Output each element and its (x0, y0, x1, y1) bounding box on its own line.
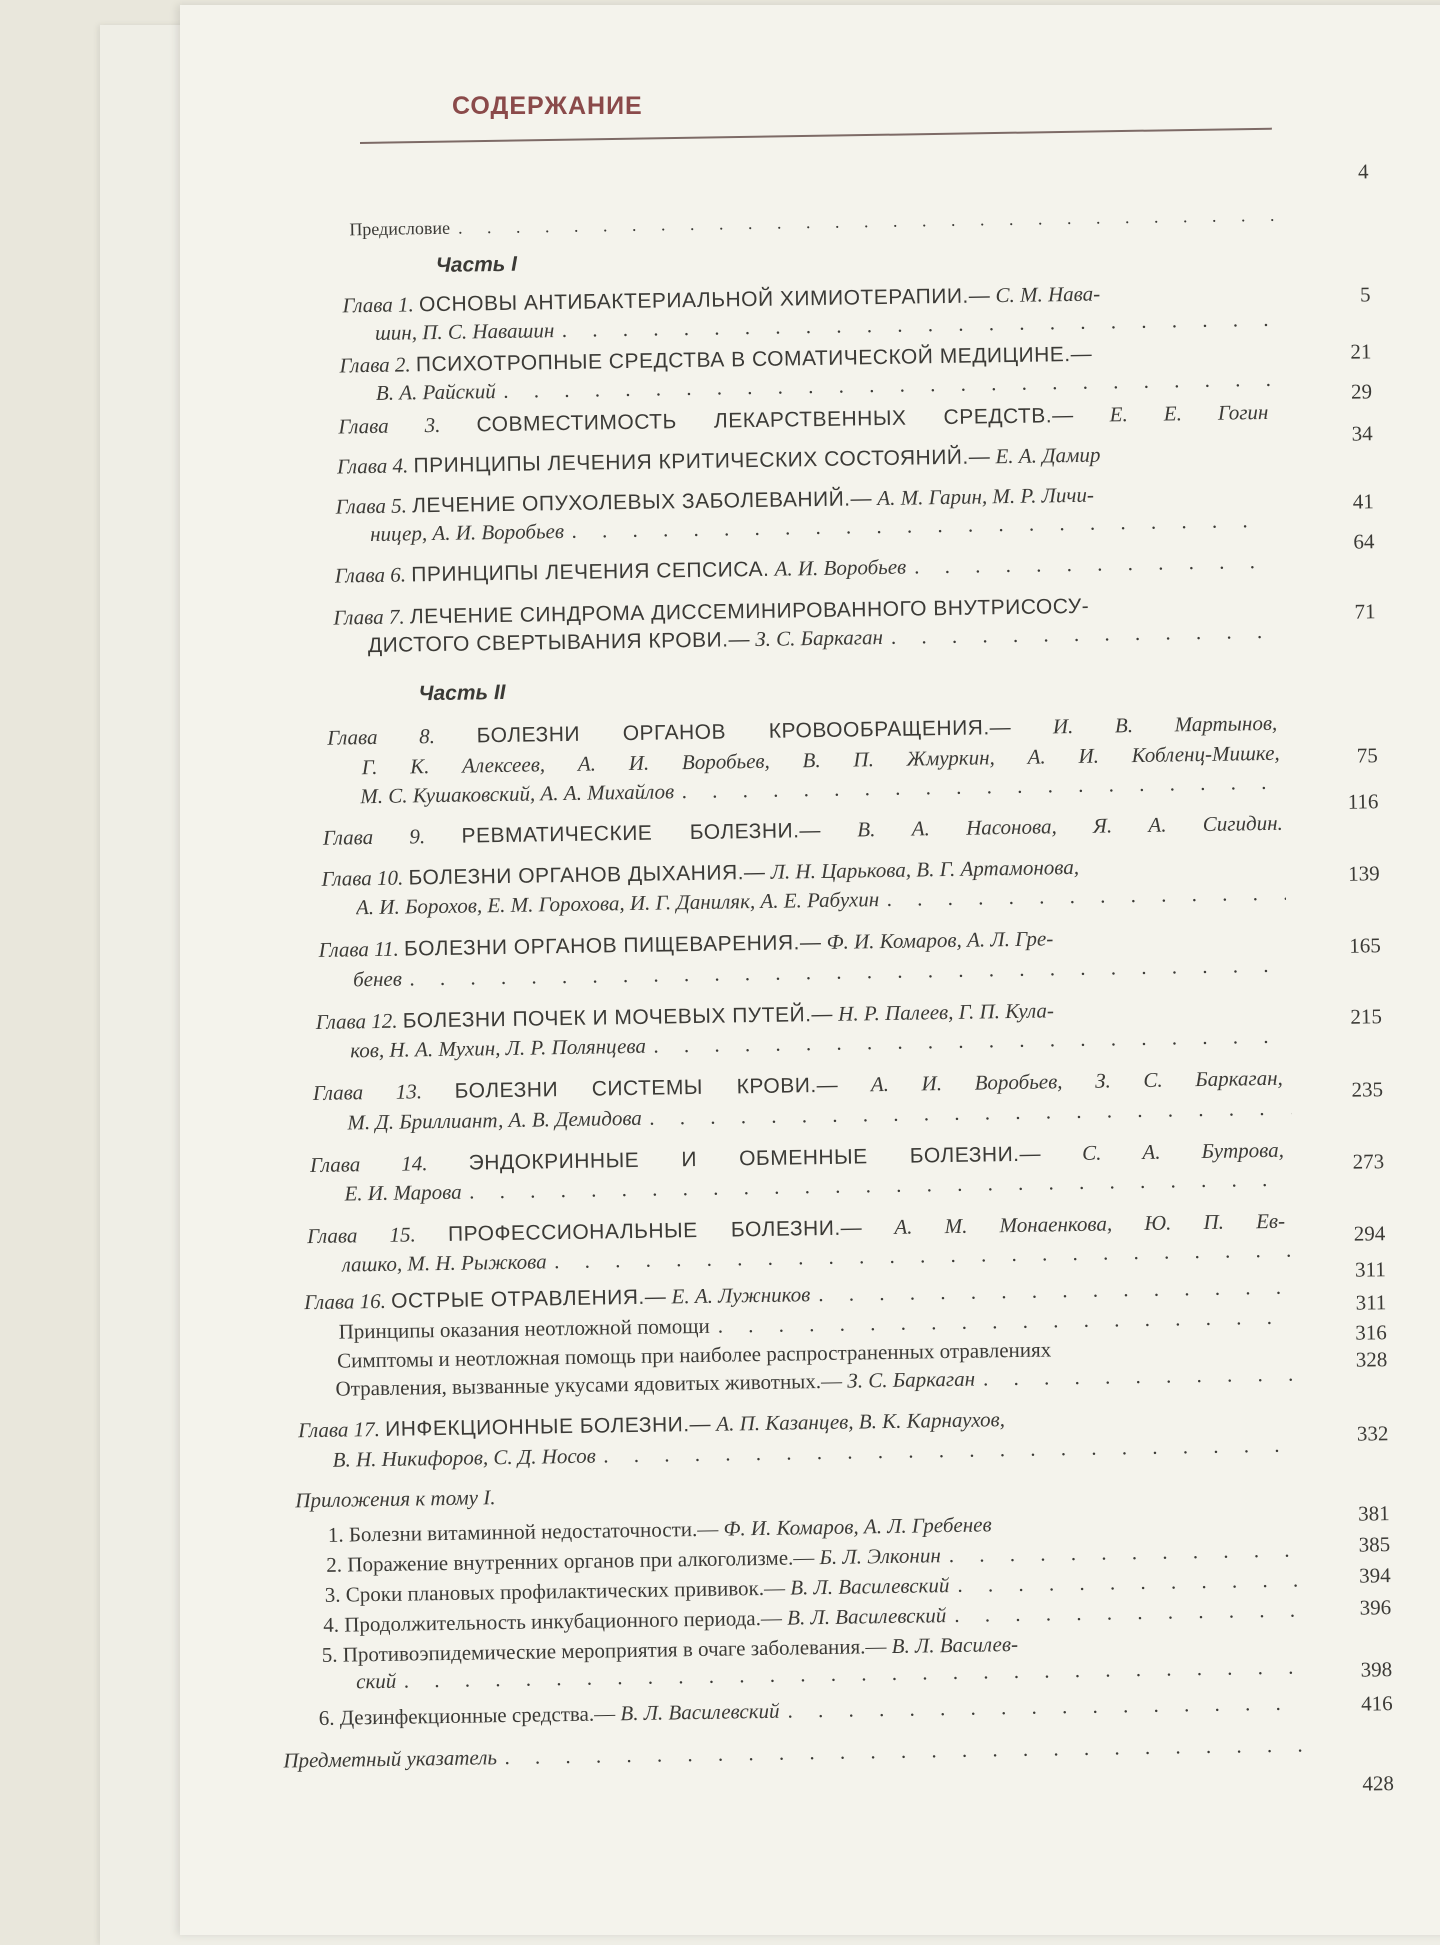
page-number: 41 (1352, 489, 1374, 514)
page-number: 165 (1349, 933, 1381, 958)
toc-entry-authors: ДИСТОГО СВЕРТЫВАНИЯ КРОВИ.— З. С. Баркаган . . . (368, 617, 1278, 660)
appendix-item: 6. Дезинфекционные средства.— В. Л. Василевский . . . (319, 1689, 1301, 1732)
part-one-heading: Часть I (435, 252, 518, 277)
page-number: 316 (1355, 1320, 1387, 1345)
page-number: 215 (1350, 1004, 1383, 1029)
page-number: 398 (1360, 1657, 1393, 1682)
toc-entry-authors: бенев . . . (353, 951, 1287, 994)
toc-entry-authors: В. А. Райский . . . (376, 365, 1276, 407)
page-number: 294 (1353, 1221, 1386, 1246)
toc-entry-authors: В. Н. Никифоров, С. Д. Носов . . . (332, 1431, 1296, 1474)
toc-entry-chapter-1: Глава 1. ОСНОВЫ АНТИБАКТЕРИАЛЬНОЙ ХИМИОТЕРАПИИ.— С. М. Нава- (342, 281, 1101, 318)
toc-entry-authors: Г. К. Алексеев, А. И. Воробьев, В. П. Жмуркин, А. И. Кобленц-Мишке, (361, 740, 1280, 780)
toc-entry-chapter-9: Глава 9. РЕВМАТИЧЕСКИЕ БОЛЕЗНИ.— В. А. Насонова, Я. А. Сигидин. (322, 810, 1283, 850)
toc-entry-authors: лашко, М. Н. Рыжкова . . . (341, 1236, 1293, 1279)
page-number: 21 (1350, 339, 1372, 364)
page-number: 428 (1362, 1771, 1395, 1796)
toc-entry-authors: А. И. Борохов, Е. М. Горохова, И. Г. Даниляк, А. Е. Рабухин . . . (356, 879, 1286, 922)
part-two-heading: Часть II (418, 680, 506, 706)
page-number: 34 (1351, 421, 1373, 446)
page-number: 273 (1352, 1149, 1385, 1174)
appendix-item: 2. Поражение внутренних органов при алкоголизме.— Б. Л. Элконин . . . (326, 1536, 1298, 1579)
page-number: 394 (1358, 1563, 1391, 1588)
page-number: 75 (1356, 743, 1378, 768)
toc-entry-chapter-13: Глава 13. БОЛЕЗНИ СИСТЕМЫ КРОВИ.— А. И. Воробьев, З. С. Баркаган, (312, 1065, 1284, 1105)
toc-entry-chapter-14: Глава 14. ЭНДОКРИННЫЕ И ОБМЕННЫЕ БОЛЕЗНИ.— С. А. Бутрова, (309, 1137, 1285, 1178)
appendix-item: 5. Противоэпидемические мероприятия в очаге заболевания.— В. Л. Василев- (321, 1631, 1019, 1667)
toc-entry-chapter-5: Глава 5. ЛЕЧЕНИЕ ОПУХОЛЕВЫХ ЗАБОЛЕВАНИЙ.— А. М. Гарин, М. Р. Личи- (335, 482, 1095, 519)
page-number: 381 (1357, 1501, 1390, 1526)
page-number: 396 (1359, 1595, 1392, 1620)
page-number: 139 (1347, 861, 1380, 886)
toc-entry-index: Предметный указатель . . . (283, 1731, 1303, 1775)
toc-entry-chapter-7: Глава 7. ЛЕЧЕНИЕ СИНДРОМА ДИССЕМИНИРОВАННОГО ВНУТРИСОСУ- (333, 594, 1090, 630)
toc-entry-chapter-15: Глава 15. ПРОФЕССИОНАЛЬНЫЕ БОЛЕЗНИ.— А. М. Монаенкова, Ю. П. Ев- (306, 1208, 1286, 1249)
toc-entry-authors: шин, П. С. Навашин . . . (375, 305, 1275, 347)
page-number: 29 (1350, 379, 1373, 404)
appendix-item: 3. Сроки плановых профилактических прививок.— В. Л. Василевский . . . (325, 1566, 1299, 1609)
page-number: 332 (1356, 1421, 1389, 1446)
page-number: 311 (1355, 1290, 1387, 1315)
toc-entry-chapter-17: Глава 17. ИНФЕКЦИОННЫЕ БОЛЕЗНИ.— А. П. Казанцев, В. К. Карнаухов, (298, 1407, 1006, 1443)
toc-entry-chapter-3: Глава 3. СОВМЕСТИМОСТЬ ЛЕКАРСТВЕННЫХ СРЕДСТВ.— Е. Е. Гогин (338, 399, 1269, 439)
page-number: 5 (1359, 282, 1371, 307)
appendix-item: 1. Болезни витаминной недостаточности.— Ф. И. Комаров, А. Л. Гребенев (327, 1512, 992, 1547)
page-number: 64 (1353, 529, 1375, 554)
toc-entry-chapter-8: Глава 8. БОЛЕЗНИ ОРГАНОВ КРОВООБРАЩЕНИЯ.— И. В. Мартынов, (327, 710, 1278, 750)
toc-entry-chapter-6: Глава 6. ПРИНЦИПЫ ЛЕЧЕНИЯ СЕПСИСА. А. И. Воробьев . . . (335, 547, 1275, 591)
page-title: СОДЕРЖАНИЕ (452, 92, 643, 120)
toc-entry-authors: ский . . . (356, 1653, 1300, 1696)
appendix-heading: Приложения к тому I. (295, 1485, 496, 1513)
page-number: 235 (1351, 1077, 1384, 1102)
toc-entry-chapter-2: Глава 2. ПСИХОТРОПНЫЕ СРЕДСТВА В СОМАТИЧЕСКОЙ МЕДИЦИНЕ.— (339, 342, 1093, 378)
toc-entry-subsection: Симптомы и неотложная помощь при наиболее распространенных отравлениях (336, 1337, 1052, 1373)
page-number: 328 (1355, 1347, 1388, 1372)
page-number: 4 (1357, 159, 1369, 184)
toc-entry-authors: М. С. Кушаковский, А. А. Михайлов . . . (360, 768, 1280, 810)
toc-entry-authors: ков, Н. А. Мухин, Л. Р. Полянцева . . . (350, 1022, 1290, 1065)
toc-entry-chapter-12: Глава 12. БОЛЕЗНИ ПОЧЕК И МОЧЕВЫХ ПУТЕЙ.— Н. Р. Палеев, Г. П. Кула- (315, 998, 1055, 1034)
toc-entry-chapter-11: Глава 11. БОЛЕЗНИ ОРГАНОВ ПИЩЕВАРЕНИЯ.— Ф. И. Комаров, А. Л. Гре- (318, 926, 1054, 962)
page-number: 416 (1360, 1691, 1393, 1716)
toc-entry-chapter-4: Глава 4. ПРИНЦИПЫ ЛЕЧЕНИЯ КРИТИЧЕСКИХ СОСТОЯНИЙ.— Е. А. Дамир (336, 442, 1101, 479)
page-number: 116 (1347, 789, 1379, 814)
toc-entry-chapter-10: Глава 10. БОЛЕЗНИ ОРГАНОВ ДЫХАНИЯ.— Л. Н. Царькова, В. Г. Артамонова, (321, 854, 1080, 891)
page-number: 311 (1354, 1257, 1386, 1282)
toc-entry-authors: М. Д. Бриллиант, А. В. Демидова . . . (347, 1094, 1291, 1137)
toc-entry-authors: Е. И. Марова . . . (344, 1165, 1292, 1208)
toc-entry-authors: ницер, А. И. Воробьев . . . (370, 506, 1270, 548)
page-number: 71 (1354, 599, 1376, 624)
page-number: 385 (1358, 1532, 1391, 1557)
toc-entry-subsection: Принципы оказания неотложной помощи . . . (338, 1303, 1294, 1346)
toc-entry-chapter-16: Глава 16. ОСТРЫЕ ОТРАВЛЕНИЯ.— Е. А. Лужников . . . (304, 1273, 1294, 1318)
toc-entry-subsection: Отравления, вызванные укусами ядовитых животных.— З. С. Баркаган . . . (335, 1360, 1295, 1403)
appendix-item: 4. Продолжительность инкубационного периода.— В. Л. Василевский . . . (323, 1596, 1299, 1639)
toc-entry-preface: Предисловие . . . (349, 201, 1279, 244)
